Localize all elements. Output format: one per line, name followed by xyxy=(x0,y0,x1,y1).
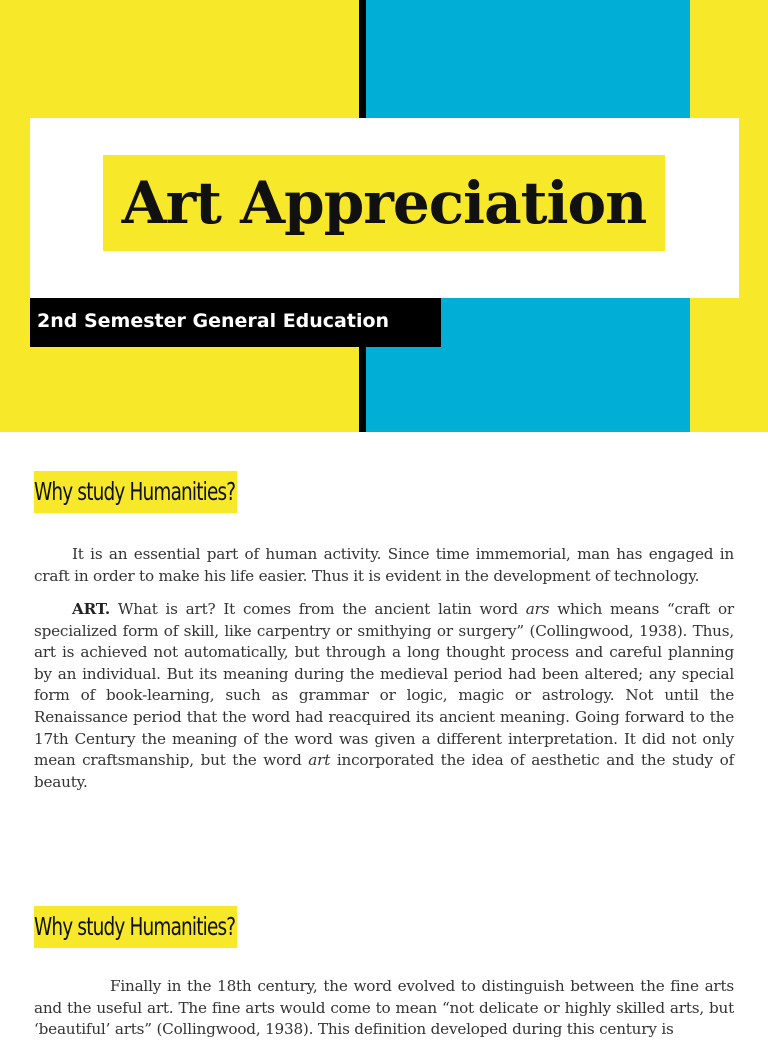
paragraph-text: incorporated the idea of aesthetic and the study of beauty. xyxy=(34,751,734,791)
paragraph-text: which means “craft or specialized form of skill, like carpentry or smithying or surgery” (Collingwood, 1938). Thus, art is achieved not automatically, but through a long thought process and careful planning by an individual. But its meaning during the medieval period had been altered; any special form of book-learning, such as grammar or logic, magic or astrology. Not until the Renaissance period that the word had reacquired its ancient meaning. Going forward to the 17th Century the meaning of the word was given a different interpretation. It did not only mean craftsmanship, but the word xyxy=(34,600,734,770)
paragraph xyxy=(34,544,734,587)
page-title: Art Appreciation xyxy=(121,169,647,237)
section-heading: Why study Humanities? xyxy=(34,471,238,513)
cover-slide xyxy=(0,0,768,432)
paragraph-text: Finally in the 18th century, the word evolved to distinguish between the fine arts and the useful art. The fine arts would come to mean “not delicate or highly skilled arts, but ‘beautiful’ arts” (Collingwood, 1938). This definition developed during this century is xyxy=(34,977,734,1039)
title-card xyxy=(30,118,739,298)
latin-term-ars: ars xyxy=(525,600,550,618)
subtitle: 2nd Semester General Education xyxy=(37,310,390,332)
paragraph xyxy=(34,976,734,1041)
paragraph-art-definition xyxy=(34,599,734,793)
paragraph-text: What is art? It comes from the ancient latin word xyxy=(109,600,526,618)
paragraph-text: It is an essential part of human activity. Since time immemorial, man has engaged in craft in order to make his life easier. Thus it is evident in the development of technology. xyxy=(34,545,734,585)
section-heading: Why study Humanities? xyxy=(34,906,238,948)
subtitle-bar xyxy=(30,298,441,347)
term-art: art xyxy=(308,751,331,770)
art-lead-term: ART. xyxy=(72,600,110,618)
